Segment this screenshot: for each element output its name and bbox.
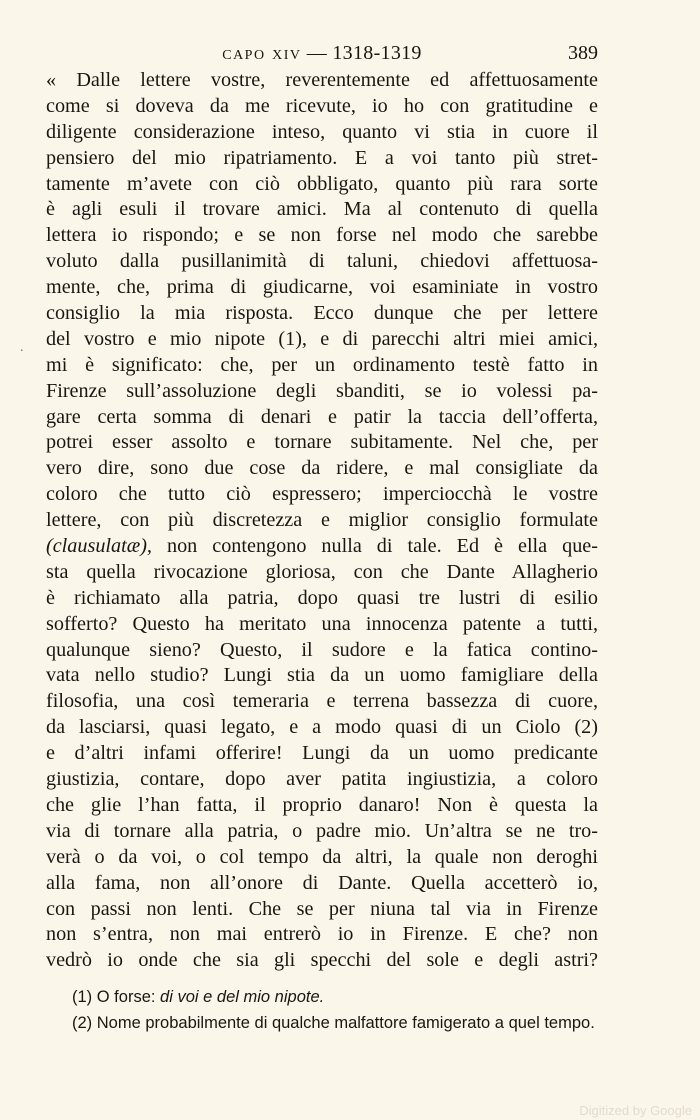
margin-mark: . bbox=[20, 340, 24, 355]
text-segment: non s’entra, non mai entrerò io in Firenze. E che? non bbox=[46, 923, 598, 946]
text-line bbox=[46, 94, 598, 120]
text-line bbox=[46, 146, 598, 172]
text-line bbox=[46, 172, 598, 198]
text-line bbox=[46, 586, 598, 612]
text-segment: come si doveva da me ricevute, io ho con gratitudine e bbox=[46, 94, 598, 117]
page-number: 389 bbox=[568, 42, 598, 64]
text-line bbox=[46, 560, 598, 586]
text-line bbox=[46, 430, 598, 456]
text-segment: che glie l’han fatta, il proprio danaro! Non è questa la bbox=[46, 793, 598, 816]
footnotes bbox=[72, 984, 602, 1036]
text-line bbox=[46, 612, 598, 638]
text-line bbox=[46, 638, 598, 664]
text-segment: lettere, con più discretezza e miglior consiglio formulate bbox=[46, 509, 598, 532]
title-dash: — bbox=[301, 42, 333, 64]
text-segment: consiglio la mia risposta. Ecco dunque che per lettere bbox=[46, 302, 598, 325]
italic-term: (clausulatæ), bbox=[46, 535, 152, 558]
text-line bbox=[46, 223, 598, 249]
text-segment: vedrò io onde che sia gli specchi del sole e degli astri? bbox=[46, 949, 598, 972]
footnote-marker: (1) bbox=[72, 988, 93, 1006]
footnote-marker: (2) bbox=[72, 1014, 93, 1032]
text-line bbox=[46, 275, 598, 301]
digitization-watermark: Digitized by Google bbox=[579, 1103, 692, 1118]
text-segment: da lasciarsi, quasi legato, e a modo quasi di un Ciolo (2) bbox=[46, 716, 598, 739]
text-line bbox=[46, 922, 598, 948]
text-line bbox=[46, 845, 598, 871]
text-segment: gare certa somma di denari e patir la taccia dell’offerta, bbox=[46, 405, 598, 428]
text-line bbox=[46, 301, 598, 327]
text-segment: sofferto? Questo ha meritato una innocenza patente a tutti, bbox=[46, 612, 598, 635]
text-line bbox=[46, 197, 598, 223]
chapter-label: capo xiv bbox=[222, 42, 302, 64]
text-segment: via di tornare alla patria, o padre mio. Un’altra se ne tro- bbox=[46, 819, 598, 842]
text-segment: giustizia, contare, dopo aver patita ingiustizia, a coloro bbox=[46, 768, 598, 791]
text-line bbox=[46, 249, 598, 275]
text-segment: mi è significato: che, per un ordinamento testè fatto in bbox=[46, 353, 598, 376]
text-segment: qualunque sieno? Questo, il sudore e la fatica contino- bbox=[46, 638, 598, 661]
text-segment: coloro che tutto ciò espressero; imperciocchà le vostre bbox=[46, 483, 598, 506]
text-segment: vero dire, sono due cose da ridere, e mal consigliate da bbox=[46, 457, 598, 480]
text-segment: diligente considerazione inteso, quanto vi stia in cuore il bbox=[46, 120, 598, 143]
footnote-text: O forse: bbox=[96, 988, 161, 1006]
text-line bbox=[46, 897, 598, 923]
footnote bbox=[72, 984, 602, 1010]
text-line bbox=[46, 741, 598, 767]
text-line bbox=[46, 353, 598, 379]
text-segment: del vostro e mio nipote (1), e di parecchi altri miei amici, bbox=[46, 327, 598, 350]
footnote-text: Nome probabilmente di qualche malfattore famigerato a quel tempo. bbox=[96, 1014, 595, 1032]
text-line bbox=[46, 482, 598, 508]
text-segment: con passi non lenti. Che se per niuna tal via in Firenze bbox=[46, 897, 598, 920]
footnote-italic-text: di voi e del mio nipote. bbox=[160, 988, 325, 1006]
text-segment: lettera io rispondo; e se non forse nel modo che sarebbe bbox=[46, 224, 598, 247]
text-segment: è richiamato alla patria, dopo quasi tre lustri di esilio bbox=[46, 586, 598, 609]
text-line bbox=[46, 689, 598, 715]
text-segment: mente, che, prima di giudicarne, voi esaminiate in vostro bbox=[46, 276, 598, 299]
text-segment: tamente m’avete con ciò obbligato, quanto più rara sorte bbox=[46, 172, 598, 195]
text-line bbox=[46, 508, 598, 534]
text-segment: non contengono nulla di tale. Ed è ella que- bbox=[151, 535, 598, 558]
text-line bbox=[46, 327, 598, 353]
text-line bbox=[46, 120, 598, 146]
text-segment: filosofia, una così temeraria e terrena bassezza di cuore, bbox=[46, 690, 598, 713]
text-segment: pensiero del mio ripatriamento. E a voi tanto più stret- bbox=[46, 146, 598, 169]
text-line bbox=[46, 767, 598, 793]
body-text bbox=[46, 68, 598, 974]
text-segment: verà o da voi, o col tempo da altri, la quale non deroghi bbox=[46, 845, 598, 868]
text-line bbox=[46, 793, 598, 819]
text-segment: Firenze sull’assoluzione degli sbanditi, se io volessi pa- bbox=[46, 379, 598, 402]
text-line bbox=[46, 948, 598, 974]
text-segment: e d’altri infami offerire! Lungi da un uomo predicante bbox=[46, 742, 598, 765]
text-line bbox=[46, 68, 598, 94]
text-line bbox=[46, 456, 598, 482]
text-segment: è agli esuli il trovare amici. Ma al contenuto di quella bbox=[46, 198, 598, 221]
text-segment: voluto dalla pusillanimità di taluni, chiedovi affettuosa- bbox=[46, 250, 598, 273]
text-segment: « Dalle lettere vostre, reverentemente ed affettuosamente bbox=[46, 69, 598, 91]
text-line bbox=[46, 819, 598, 845]
text-segment: potrei esser assolto e tornare subitamente. Nel che, per bbox=[46, 431, 598, 454]
running-head bbox=[46, 40, 598, 66]
text-segment: alla fama, non all’onore di Dante. Quella accetterò io, bbox=[46, 871, 598, 894]
text-line bbox=[46, 534, 598, 560]
text-line bbox=[46, 871, 598, 897]
chapter-years: 1318-1319 bbox=[332, 42, 422, 64]
text-line bbox=[46, 405, 598, 431]
text-segment: vata nello studio? Lungi stia da un uomo famigliare della bbox=[46, 664, 598, 687]
running-title bbox=[46, 40, 598, 66]
footnote bbox=[72, 1010, 602, 1036]
text-segment: sta quella rivocazione gloriosa, con che Dante Allagherio bbox=[46, 560, 598, 583]
text-line bbox=[46, 715, 598, 741]
text-line bbox=[46, 379, 598, 405]
text-line bbox=[46, 663, 598, 689]
